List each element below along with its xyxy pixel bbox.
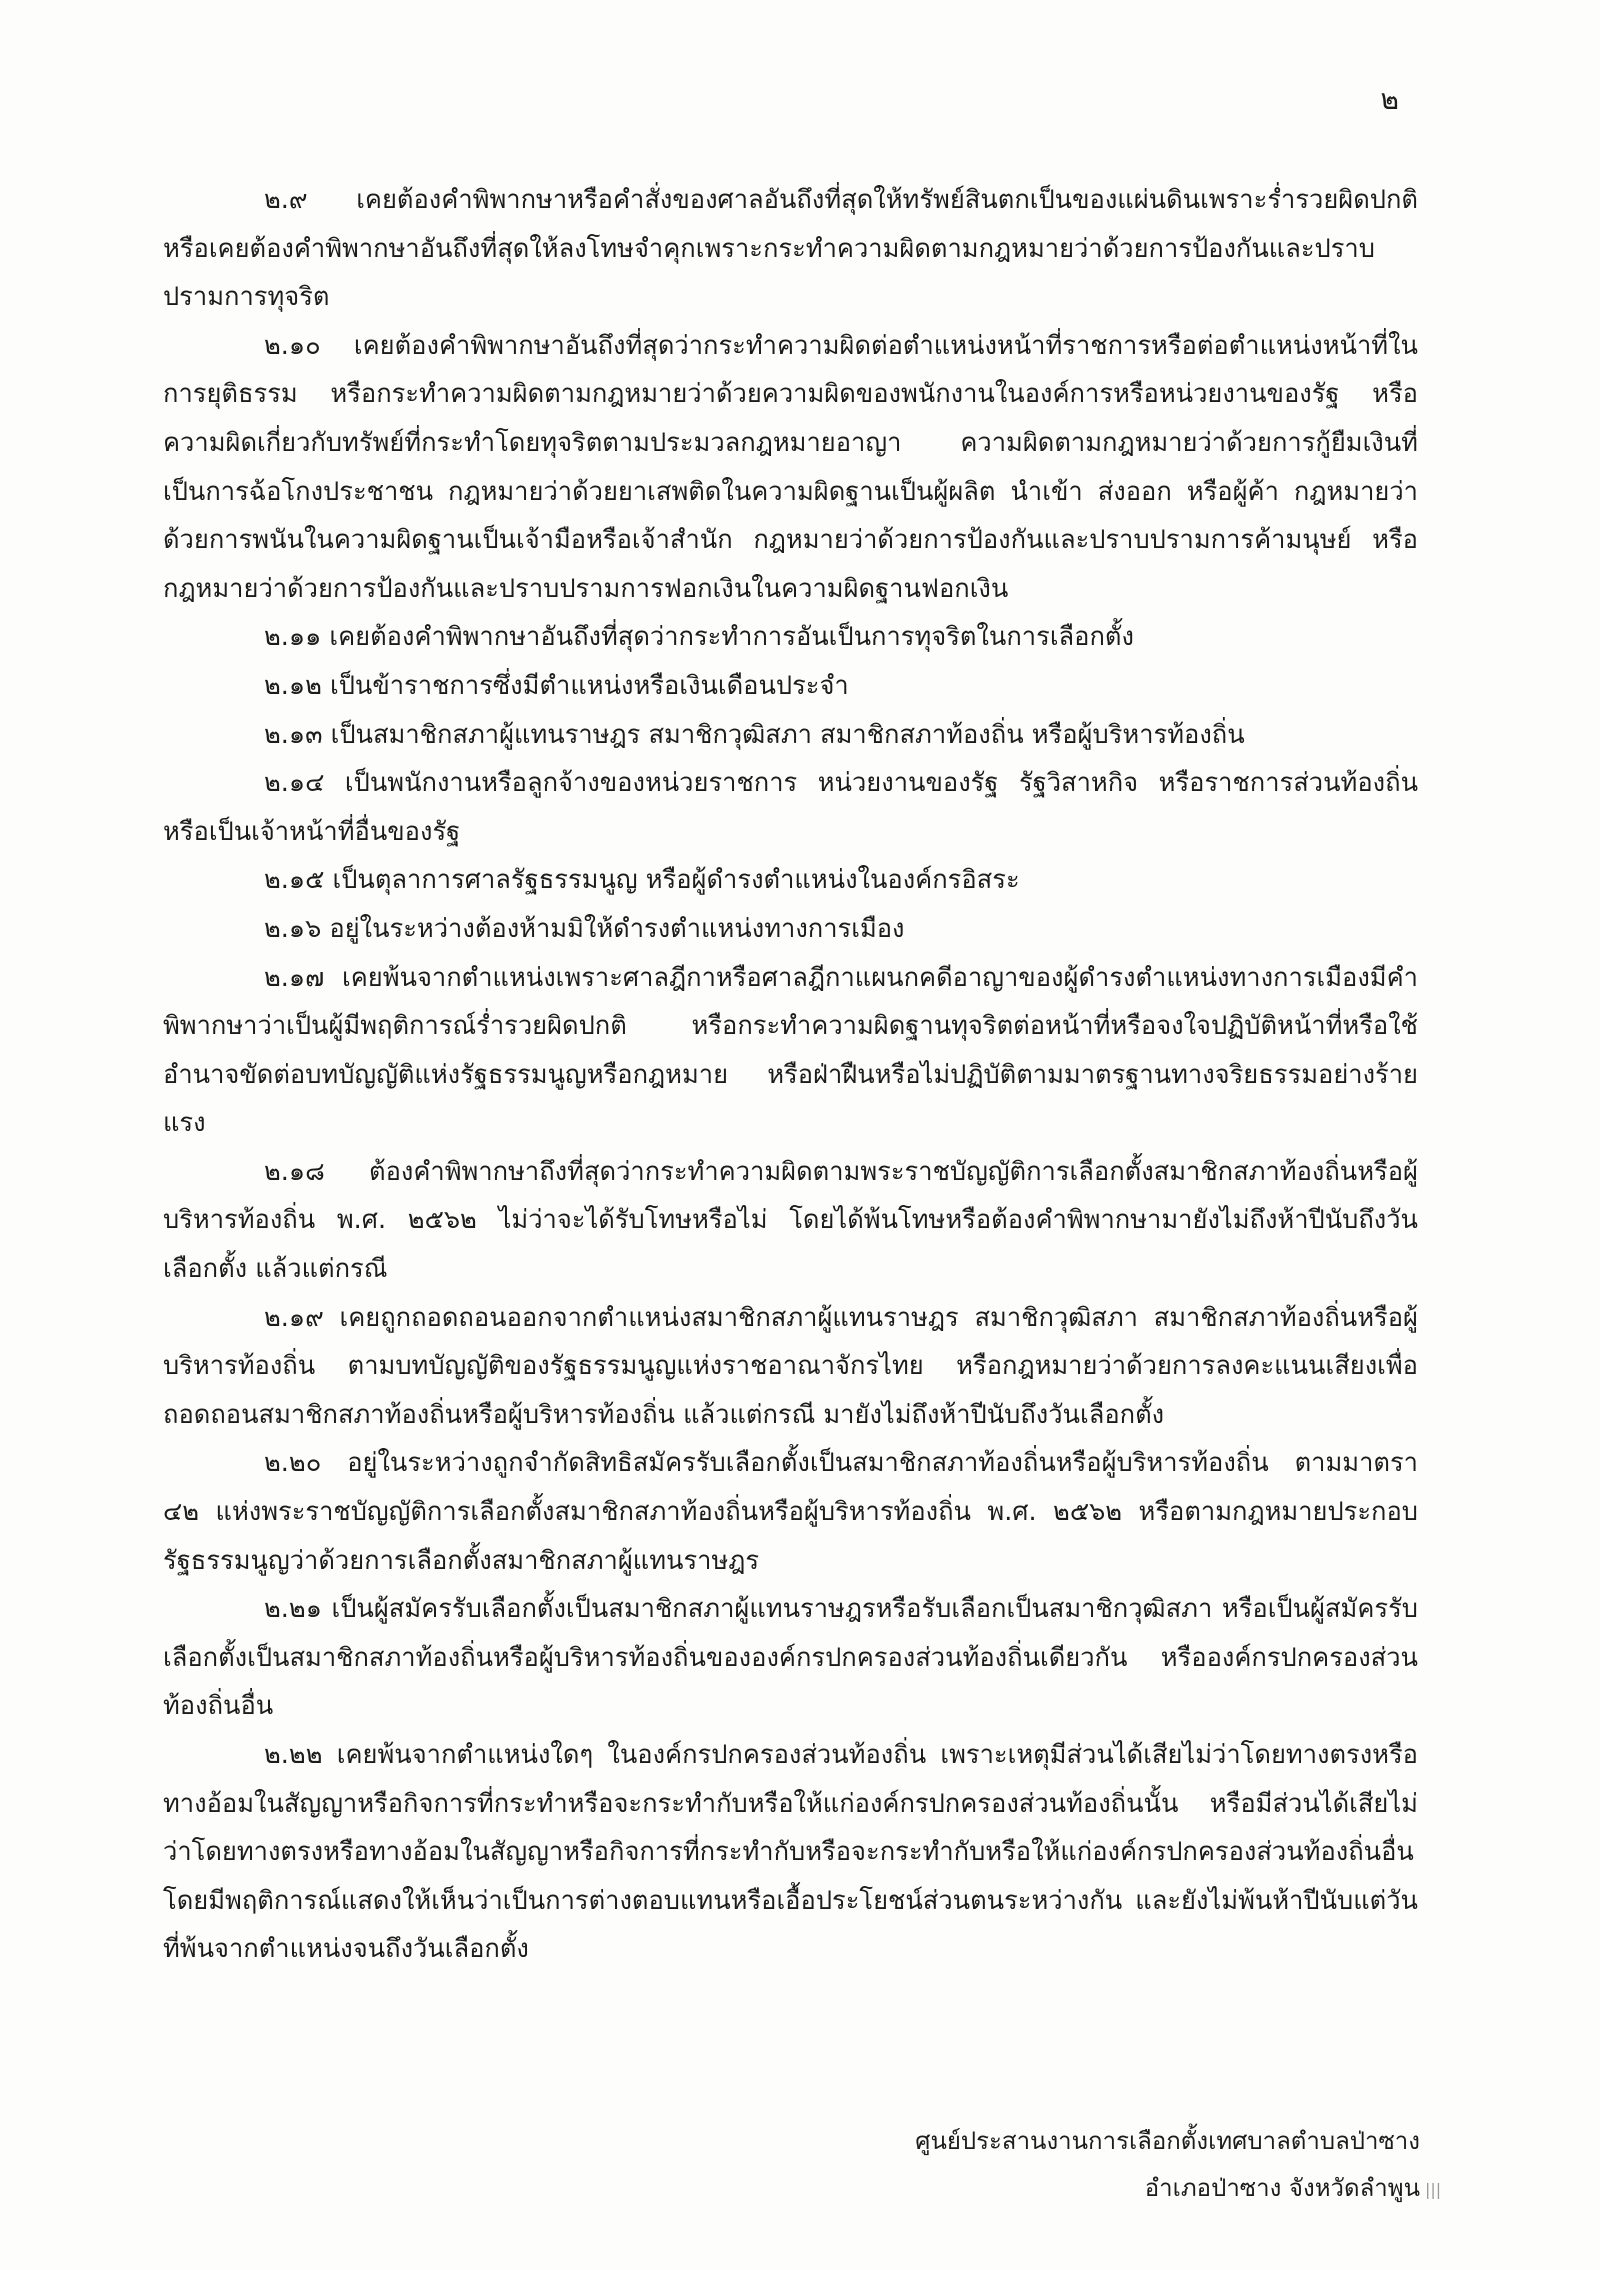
page-number: ๒ [1380,83,1400,116]
clause-2-10: ๒.๑๐ เคยต้องคำพิพากษาอันถึงที่สุดว่ากระทำความผิดต่อตำแหน่งหน้าที่ราชการหรือต่อตำแหน่งหน้าที่ในการยุติธรรม หรือกระทำความผิดตามกฎหมายว่าด้วยความผิดของพนักงานในองค์การหรือหน่วยงานของรัฐ หรือความผิดเกี่ยวกับทรัพย์ที่กระทำโดยทุจริตตามประมวลกฎหมายอาญา ความผิดตามกฎหมายว่าด้วยการกู้ยืมเงินที่เป็นการฉ้อโกงประชาชน กฎหมายว่าด้วยยาเสพติดในความผิดฐานเป็นผู้ผลิต นำเข้า ส่งออก หรือผู้ค้า กฎหมายว่าด้วยการพนันในความผิดฐานเป็นเจ้ามือหรือเจ้าสำนัก กฎหมายว่าด้วยการป้องกันและปราบปรามการค้ามนุษย์ หรือกฎหมายว่าด้วยการป้องกันและปราบปรามการฟอกเงินในความผิดฐานฟอกเงิน [163,330,1418,604]
footer-signature-block [915,2118,1420,2212]
clause-2-15: ๒.๑๕ เป็นตุลาการศาลรัฐธรรมนูญ หรือผู้ดำรงตำแหน่งในองค์กรอิสระ [264,865,1020,896]
clause-2-16: ๒.๑๖ อยู่ในระหว่างต้องห้ามมิให้ดำรงตำแหน่งทางการเมือง [264,913,905,944]
document-body [163,176,1418,1974]
clause-2-19: ๒.๑๙ เคยถูกถอดถอนออกจากตำแหน่งสมาชิกสภาผู้แทนราษฎร สมาชิกวุฒิสภา สมาชิกสภาท้องถิ่นหรือผู้บริหารท้องถิ่น ตามบทบัญญัติของรัฐธรรมนูญแห่งราชอาณาจักรไทย หรือกฎหมายว่าด้วยการลงคะแนนเสียงเพื่อถอดถอนสมาชิกสภาท้องถิ่นหรือผู้บริหารท้องถิ่น แล้วแต่กรณี มายังไม่ถึงห้าปีนับถึงวันเลือกตั้ง [163,1302,1418,1430]
clause-2-20: ๒.๒๐ อยู่ในระหว่างถูกจำกัดสิทธิสมัครรับเลือกตั้งเป็นสมาชิกสภาท้องถิ่นหรือผู้บริหารท้องถิ่น ตามมาตรา ๔๒ แห่งพระราชบัญญัติการเลือกตั้งสมาชิกสภาท้องถิ่นหรือผู้บริหารท้องถิ่น พ.ศ. ๒๕๖๒ หรือตามกฎหมายประกอบรัฐธรรมนูญว่าด้วยการเลือกตั้งสมาชิกสภาผู้แทนราษฎร [163,1448,1418,1576]
clause-2-13: ๒.๑๓ เป็นสมาชิกสภาผู้แทนราษฎร สมาชิกวุฒิสภา สมาชิกสภาท้องถิ่น หรือผู้บริหารท้องถิ่น [264,719,1245,750]
footer-location: อำเภอป่าซาง จังหวัดลำพูน [1144,2174,1420,2202]
scan-corner-mark: ||| [1425,2180,1442,2199]
footer-office-name: ศูนย์ประสานงานการเลือกตั้งเทศบาลตำบลป่าซาง [915,2127,1420,2155]
clause-2-21: ๒.๒๑ เป็นผู้สมัครรับเลือกตั้งเป็นสมาชิกสภาผู้แทนราษฎรหรือรับเลือกเป็นสมาชิกวุฒิสภา หรือเป็นผู้สมัครรับเลือกตั้งเป็นสมาชิกสภาท้องถิ่นหรือผู้บริหารท้องถิ่นขององค์กรปกครองส่วนท้องถิ่นเดียวกัน หรือองค์กรปกครองส่วนท้องถิ่นอื่น [163,1594,1418,1722]
clause-2-12: ๒.๑๒ เป็นข้าราชการซึ่งมีตำแหน่งหรือเงินเดือนประจำ [264,670,849,701]
clause-2-14: ๒.๑๔ เป็นพนักงานหรือลูกจ้างของหน่วยราชการ หน่วยงานของรัฐ รัฐวิสาหกิจ หรือราชการส่วนท้องถิ่น หรือเป็นเจ้าหน้าที่อื่นของรัฐ [163,768,1418,847]
clause-2-11: ๒.๑๑ เคยต้องคำพิพากษาอันถึงที่สุดว่ากระทำการอันเป็นการทุจริตในการเลือกตั้ง [264,622,1134,653]
clause-2-22: ๒.๒๒ เคยพ้นจากตำแหน่งใดๆ ในองค์กรปกครองส่วนท้องถิ่น เพราะเหตุมีส่วนได้เสียไม่ว่าโดยทางตรงหรือทางอ้อมในสัญญาหรือกิจการที่กระทำหรือจะกระทำกับหรือให้แก่องค์กรปกครองส่วนท้องถิ่นนั้น หรือมีส่วนได้เสียไม่ว่าโดยทางตรงหรือทางอ้อมในสัญญาหรือกิจการที่กระทำกับหรือจะกระทำกับหรือให้แก่องค์กรปกครองส่วนท้องถิ่นอื่น โดยมีพฤติการณ์แสดงให้เห็นว่าเป็นการต่างตอบแทนหรือเอื้อประโยชน์ส่วนตนระหว่างกัน และยังไม่พ้นห้าปีนับแต่วันที่พ้นจากตำแหน่งจนถึงวันเลือกตั้ง [163,1740,1418,1965]
clause-2-18: ๒.๑๘ ต้องคำพิพากษาถึงที่สุดว่ากระทำความผิดตามพระราชบัญญัติการเลือกตั้งสมาชิกสภาท้องถิ่นหรือผู้บริหารท้องถิ่น พ.ศ. ๒๕๖๒ ไม่ว่าจะได้รับโทษหรือไม่ โดยได้พ้นโทษหรือต้องคำพิพากษามายังไม่ถึงห้าปีนับถึงวันเลือกตั้ง แล้วแต่กรณี [163,1156,1418,1285]
clause-2-9: ๒.๙ เคยต้องคำพิพากษาหรือคำสั่งของศาลอันถึงที่สุดให้ทรัพย์สินตกเป็นของแผ่นดินเพราะร่ำรวยผิดปกติ หรือเคยต้องคำพิพากษาอันถึงที่สุดให้ลงโทษจำคุกเพราะกระทำความผิดตามกฎหมายว่าด้วยการป้องกันและปราบปรามการทุจริต [163,185,1418,313]
clause-2-17: ๒.๑๗ เคยพ้นจากตำแหน่งเพราะศาลฎีกาหรือศาลฎีกาแผนกคดีอาญาของผู้ดำรงตำแหน่งทางการเมืองมีคำพิพากษาว่าเป็นผู้มีพฤติการณ์ร่ำรวยผิดปกติ หรือกระทำความผิดฐานทุจริตต่อหน้าที่หรือจงใจปฏิบัติหน้าที่หรือใช้อำนาจขัดต่อบทบัญญัติแห่งรัฐธรรมนูญหรือกฎหมาย หรือฝ่าฝืนหรือไม่ปฏิบัติตามมาตรฐานทางจริยธรรมอย่างร้ายแรง [163,962,1418,1139]
